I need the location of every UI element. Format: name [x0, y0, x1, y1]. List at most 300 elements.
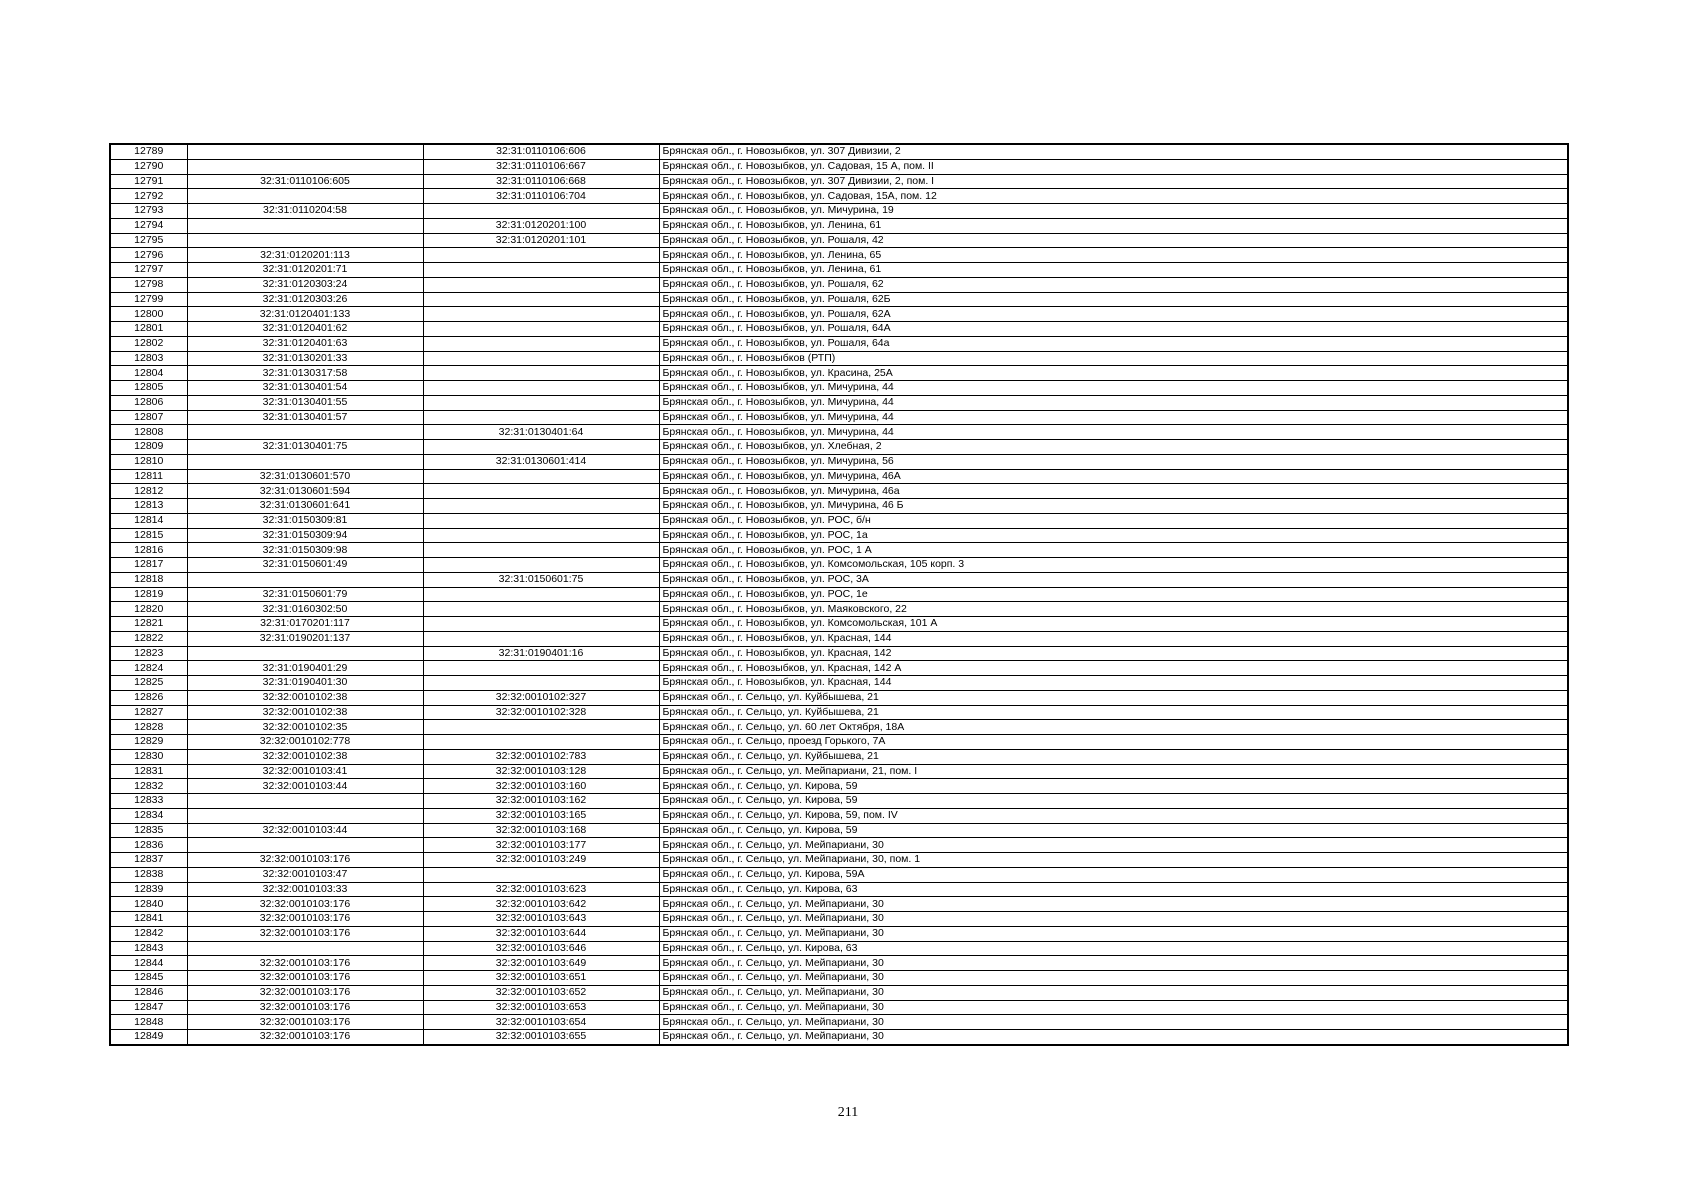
- cadastral-number-cell: 32:31:0110106:704: [423, 189, 659, 204]
- cadastral-number-cell: [187, 144, 423, 159]
- address-cell: Брянская обл., г. Сельцо, ул. Куйбышева, 21: [659, 749, 1568, 764]
- table-row: [110, 543, 1568, 558]
- table-row: [110, 558, 1568, 573]
- address-cell: Брянская обл., г. Новозыбков, ул. Рошаля, 64а: [659, 336, 1568, 351]
- table-row: [110, 956, 1568, 971]
- cadastral-number-cell: 32:32:0010103:655: [423, 1030, 659, 1045]
- address-cell: Брянская обл., г. Сельцо, ул. Кирова, 63: [659, 882, 1568, 897]
- cadastral-number-cell: 32:31:0130601:594: [187, 484, 423, 499]
- cadastral-number-cell: 32:32:0010103:652: [423, 985, 659, 1000]
- cadastral-number-cell: [423, 513, 659, 528]
- cadastral-number-cell: 32:31:0120401:63: [187, 336, 423, 351]
- address-cell: Брянская обл., г. Новозыбков, ул. Рошаля, 64А: [659, 322, 1568, 337]
- address-cell: Брянская обл., г. Сельцо, ул. Кирова, 59, пом. IV: [659, 808, 1568, 823]
- cadastral-number-cell: [423, 484, 659, 499]
- address-cell: Брянская обл., г. Сельцо, ул. Мейпариани, 30: [659, 912, 1568, 927]
- cadastral-number-cell: 32:32:0010103:643: [423, 912, 659, 927]
- cadastral-number-cell: 32:31:0120303:26: [187, 292, 423, 307]
- cadastral-number-cell: 32:32:0010103:646: [423, 941, 659, 956]
- cadastral-number-cell: [187, 218, 423, 233]
- cadastral-number-cell: 32:32:0010103:47: [187, 867, 423, 882]
- cadastral-number-cell: [423, 661, 659, 676]
- cadastral-number-cell: [423, 351, 659, 366]
- cadastral-number-cell: 32:31:0130317:58: [187, 366, 423, 381]
- row-number-cell: 12826: [110, 690, 187, 705]
- row-number-cell: 12796: [110, 248, 187, 263]
- table-row: [110, 941, 1568, 956]
- registry-table-body: [110, 144, 1568, 1045]
- cadastral-number-cell: 32:31:0190401:30: [187, 676, 423, 691]
- row-number-cell: 12841: [110, 912, 187, 927]
- table-row: [110, 454, 1568, 469]
- table-row: [110, 853, 1568, 868]
- address-cell: Брянская обл., г. Новозыбков, ул. Мичурина, 44: [659, 410, 1568, 425]
- address-cell: Брянская обл., г. Новозыбков, ул. РОС, 1 А: [659, 543, 1568, 558]
- table-row: [110, 528, 1568, 543]
- cadastral-number-cell: 32:32:0010103:644: [423, 926, 659, 941]
- address-cell: Брянская обл., г. Сельцо, ул. Кирова, 59: [659, 794, 1568, 809]
- cadastral-number-cell: [187, 941, 423, 956]
- table-row: [110, 735, 1568, 750]
- address-cell: Брянская обл., г. Сельцо, ул. Куйбышева, 21: [659, 705, 1568, 720]
- cadastral-number-cell: [423, 528, 659, 543]
- row-number-cell: 12839: [110, 882, 187, 897]
- cadastral-number-cell: 32:31:0150601:49: [187, 558, 423, 573]
- cadastral-number-cell: 32:31:0150309:98: [187, 543, 423, 558]
- table-row: [110, 322, 1568, 337]
- cadastral-number-cell: [423, 263, 659, 278]
- cadastral-number-cell: [423, 366, 659, 381]
- cadastral-number-cell: 32:32:0010103:176: [187, 926, 423, 941]
- table-row: [110, 1000, 1568, 1015]
- cadastral-number-cell: [423, 440, 659, 455]
- table-row: [110, 381, 1568, 396]
- address-cell: Брянская обл., г. Сельцо, ул. Мейпариани, 30: [659, 985, 1568, 1000]
- table-row: [110, 366, 1568, 381]
- row-number-cell: 12812: [110, 484, 187, 499]
- cadastral-number-cell: 32:32:0010103:176: [187, 897, 423, 912]
- row-number-cell: 12848: [110, 1015, 187, 1030]
- row-number-cell: 12820: [110, 602, 187, 617]
- cadastral-number-cell: [423, 292, 659, 307]
- row-number-cell: 12828: [110, 720, 187, 735]
- address-cell: Брянская обл., г. Новозыбков, ул. Комсомольская, 105 корп. 3: [659, 558, 1568, 573]
- address-cell: Брянская обл., г. Новозыбков, ул. РОС, 1е: [659, 587, 1568, 602]
- address-cell: Брянская обл., г. Сельцо, ул. Кирова, 59: [659, 779, 1568, 794]
- row-number-cell: 12805: [110, 381, 187, 396]
- cadastral-number-cell: 32:32:0010103:177: [423, 838, 659, 853]
- cadastral-number-cell: 32:32:0010103:649: [423, 956, 659, 971]
- cadastral-number-cell: [187, 454, 423, 469]
- table-row: [110, 277, 1568, 292]
- table-row: [110, 720, 1568, 735]
- cadastral-number-cell: 32:32:0010103:642: [423, 897, 659, 912]
- address-cell: Брянская обл., г. Новозыбков, ул. Ленина, 61: [659, 218, 1568, 233]
- cadastral-number-cell: [187, 808, 423, 823]
- row-number-cell: 12792: [110, 189, 187, 204]
- address-cell: Брянская обл., г. Новозыбков, ул. Ленина, 65: [659, 248, 1568, 263]
- cadastral-number-cell: 32:32:0010102:783: [423, 749, 659, 764]
- cadastral-number-cell: [423, 676, 659, 691]
- cadastral-number-cell: [423, 469, 659, 484]
- cadastral-number-cell: [423, 558, 659, 573]
- row-number-cell: 12814: [110, 513, 187, 528]
- cadastral-number-cell: [187, 233, 423, 248]
- page-number: 211: [837, 1105, 859, 1120]
- cadastral-number-cell: 32:31:0150309:81: [187, 513, 423, 528]
- address-cell: Брянская обл., г. Сельцо, ул. Мейпариани, 30: [659, 897, 1568, 912]
- address-cell: Брянская обл., г. Сельцо, ул. 60 лет Октября, 18А: [659, 720, 1568, 735]
- cadastral-number-cell: 32:32:0010103:176: [187, 971, 423, 986]
- row-number-cell: 12798: [110, 277, 187, 292]
- table-row: [110, 572, 1568, 587]
- cadastral-number-cell: [423, 248, 659, 263]
- row-number-cell: 12819: [110, 587, 187, 602]
- row-number-cell: 12797: [110, 263, 187, 278]
- row-number-cell: 12794: [110, 218, 187, 233]
- table-row: [110, 351, 1568, 366]
- cadastral-number-cell: [423, 543, 659, 558]
- cadastral-number-cell: [187, 159, 423, 174]
- cadastral-number-cell: 32:31:0120201:113: [187, 248, 423, 263]
- table-row: [110, 926, 1568, 941]
- cadastral-number-cell: 32:31:0120201:100: [423, 218, 659, 233]
- table-row: [110, 808, 1568, 823]
- cadastral-number-cell: 32:32:0010103:249: [423, 853, 659, 868]
- row-number-cell: 12815: [110, 528, 187, 543]
- row-number-cell: 12808: [110, 425, 187, 440]
- table-row: [110, 292, 1568, 307]
- cadastral-number-cell: 32:31:0120201:71: [187, 263, 423, 278]
- address-cell: Брянская обл., г. Новозыбков, ул. Мичурина, 46А: [659, 469, 1568, 484]
- cadastral-number-cell: 32:32:0010103:41: [187, 764, 423, 779]
- address-cell: Брянская обл., г. Сельцо, ул. Мейпариани, 30, пом. 1: [659, 853, 1568, 868]
- address-cell: Брянская обл., г. Сельцо, ул. Кирова, 59: [659, 823, 1568, 838]
- row-number-cell: 12833: [110, 794, 187, 809]
- cadastral-number-cell: [423, 602, 659, 617]
- row-number-cell: 12836: [110, 838, 187, 853]
- row-number-cell: 12847: [110, 1000, 187, 1015]
- table-row: [110, 395, 1568, 410]
- row-number-cell: 12843: [110, 941, 187, 956]
- table-row: [110, 174, 1568, 189]
- cadastral-number-cell: [187, 646, 423, 661]
- cadastral-number-cell: 32:32:0010103:33: [187, 882, 423, 897]
- address-cell: Брянская обл., г. Новозыбков, ул. Маяковского, 22: [659, 602, 1568, 617]
- cadastral-number-cell: [423, 336, 659, 351]
- table-row: [110, 912, 1568, 927]
- cadastral-number-cell: [423, 617, 659, 632]
- row-number-cell: 12840: [110, 897, 187, 912]
- table-row: [110, 897, 1568, 912]
- table-row: [110, 867, 1568, 882]
- cadastral-number-cell: [423, 499, 659, 514]
- registry-table: [109, 143, 1569, 1046]
- row-number-cell: 12810: [110, 454, 187, 469]
- cadastral-number-cell: [423, 322, 659, 337]
- cadastral-number-cell: 32:32:0010102:327: [423, 690, 659, 705]
- row-number-cell: 12799: [110, 292, 187, 307]
- table-row: [110, 513, 1568, 528]
- cadastral-number-cell: 32:31:0150601:75: [423, 572, 659, 587]
- address-cell: Брянская обл., г. Сельцо, ул. Мейпариани, 30: [659, 956, 1568, 971]
- table-row: [110, 218, 1568, 233]
- table-row: [110, 233, 1568, 248]
- address-cell: Брянская обл., г. Новозыбков, ул. Рошаля, 62Б: [659, 292, 1568, 307]
- cadastral-number-cell: 32:32:0010103:176: [187, 956, 423, 971]
- address-cell: Брянская обл., г. Новозыбков, ул. РОС, 1а: [659, 528, 1568, 543]
- address-cell: Брянская обл., г. Сельцо, ул. Мейпариани, 30: [659, 1015, 1568, 1030]
- table-row: [110, 307, 1568, 322]
- table-row: [110, 499, 1568, 514]
- address-cell: Брянская обл., г. Сельцо, ул. Мейпариани, 21, пом. I: [659, 764, 1568, 779]
- table-row: [110, 159, 1568, 174]
- row-number-cell: 12829: [110, 735, 187, 750]
- cadastral-number-cell: 32:31:0110106:668: [423, 174, 659, 189]
- cadastral-number-cell: [423, 410, 659, 425]
- cadastral-number-cell: 32:32:0010103:128: [423, 764, 659, 779]
- row-number-cell: 12846: [110, 985, 187, 1000]
- cadastral-number-cell: 32:32:0010103:176: [187, 1000, 423, 1015]
- address-cell: Брянская обл., г. Новозыбков, ул. Мичурина, 44: [659, 395, 1568, 410]
- table-row: [110, 484, 1568, 499]
- row-number-cell: 12837: [110, 853, 187, 868]
- row-number-cell: 12795: [110, 233, 187, 248]
- cadastral-number-cell: 32:31:0150601:79: [187, 587, 423, 602]
- cadastral-number-cell: 32:31:0130401:75: [187, 440, 423, 455]
- cadastral-number-cell: 32:31:0130201:33: [187, 351, 423, 366]
- address-cell: Брянская обл., г. Новозыбков, ул. Комсомольская, 101 А: [659, 617, 1568, 632]
- cadastral-number-cell: [187, 572, 423, 587]
- table-row: [110, 882, 1568, 897]
- address-cell: Брянская обл., г. Сельцо, ул. Мейпариани, 30: [659, 1000, 1568, 1015]
- table-row: [110, 631, 1568, 646]
- cadastral-number-cell: [423, 204, 659, 219]
- table-row: [110, 144, 1568, 159]
- table-row: [110, 410, 1568, 425]
- address-cell: Брянская обл., г. Новозыбков, ул. Рошаля, 62А: [659, 307, 1568, 322]
- cadastral-number-cell: 32:31:0120401:133: [187, 307, 423, 322]
- row-number-cell: 12793: [110, 204, 187, 219]
- cadastral-number-cell: 32:31:0190401:16: [423, 646, 659, 661]
- table-row: [110, 248, 1568, 263]
- row-number-cell: 12831: [110, 764, 187, 779]
- cadastral-number-cell: 32:31:0130601:641: [187, 499, 423, 514]
- cadastral-number-cell: 32:31:0120201:101: [423, 233, 659, 248]
- table-row: [110, 336, 1568, 351]
- table-row: [110, 425, 1568, 440]
- cadastral-number-cell: 32:31:0130401:64: [423, 425, 659, 440]
- cadastral-number-cell: 32:32:0010103:176: [187, 1015, 423, 1030]
- row-number-cell: 12838: [110, 867, 187, 882]
- cadastral-number-cell: [187, 189, 423, 204]
- cadastral-number-cell: 32:32:0010103:44: [187, 779, 423, 794]
- table-row: [110, 1015, 1568, 1030]
- cadastral-number-cell: 32:32:0010103:651: [423, 971, 659, 986]
- row-number-cell: 12822: [110, 631, 187, 646]
- cadastral-number-cell: 32:32:0010103:623: [423, 882, 659, 897]
- cadastral-number-cell: 32:32:0010103:165: [423, 808, 659, 823]
- table-row: [110, 587, 1568, 602]
- address-cell: Брянская обл., г. Новозыбков, ул. Мичурина, 46 Б: [659, 499, 1568, 514]
- cadastral-number-cell: 32:31:0170201:117: [187, 617, 423, 632]
- cadastral-number-cell: [423, 735, 659, 750]
- address-cell: Брянская обл., г. Сельцо, ул. Мейпариани, 30: [659, 1030, 1568, 1045]
- table-row: [110, 617, 1568, 632]
- address-cell: Брянская обл., г. Новозыбков, ул. Красная, 142: [659, 646, 1568, 661]
- cadastral-number-cell: 32:31:0190401:29: [187, 661, 423, 676]
- cadastral-number-cell: 32:32:0010103:162: [423, 794, 659, 809]
- address-cell: Брянская обл., г. Новозыбков, ул. 307 Дивизии, 2: [659, 144, 1568, 159]
- address-cell: Брянская обл., г. Новозыбков, ул. Мичурина, 44: [659, 381, 1568, 396]
- table-row: [110, 189, 1568, 204]
- address-cell: Брянская обл., г. Новозыбков (РТП): [659, 351, 1568, 366]
- address-cell: Брянская обл., г. Новозыбков, ул. Мичурина, 56: [659, 454, 1568, 469]
- row-number-cell: 12827: [110, 705, 187, 720]
- row-number-cell: 12791: [110, 174, 187, 189]
- cadastral-number-cell: 32:32:0010103:176: [187, 1030, 423, 1045]
- table-row: [110, 1030, 1568, 1045]
- cadastral-number-cell: [187, 425, 423, 440]
- row-number-cell: 12803: [110, 351, 187, 366]
- row-number-cell: 12834: [110, 808, 187, 823]
- cadastral-number-cell: 32:32:0010102:38: [187, 705, 423, 720]
- table-row: [110, 204, 1568, 219]
- address-cell: Брянская обл., г. Новозыбков, ул. Мичурина, 19: [659, 204, 1568, 219]
- table-row: [110, 676, 1568, 691]
- cadastral-number-cell: [423, 720, 659, 735]
- row-number-cell: 12830: [110, 749, 187, 764]
- row-number-cell: 12801: [110, 322, 187, 337]
- cadastral-number-cell: [187, 794, 423, 809]
- row-number-cell: 12845: [110, 971, 187, 986]
- address-cell: Брянская обл., г. Сельцо, ул. Мейпариани, 30: [659, 926, 1568, 941]
- row-number-cell: 12823: [110, 646, 187, 661]
- address-cell: Брянская обл., г. Новозыбков, ул. Красная, 144: [659, 631, 1568, 646]
- row-number-cell: 12806: [110, 395, 187, 410]
- table-row: [110, 823, 1568, 838]
- address-cell: Брянская обл., г. Новозыбков, ул. Ленина, 61: [659, 263, 1568, 278]
- row-number-cell: 12825: [110, 676, 187, 691]
- table-row: [110, 779, 1568, 794]
- table-row: [110, 794, 1568, 809]
- address-cell: Брянская обл., г. Сельцо, ул. Мейпариани, 30: [659, 971, 1568, 986]
- row-number-cell: 12800: [110, 307, 187, 322]
- cadastral-number-cell: 32:31:0130401:55: [187, 395, 423, 410]
- cadastral-number-cell: 32:32:0010103:176: [187, 853, 423, 868]
- cadastral-number-cell: [423, 277, 659, 292]
- address-cell: Брянская обл., г. Новозыбков, ул. Рошаля, 62: [659, 277, 1568, 292]
- address-cell: Брянская обл., г. Новозыбков, ул. Мичурина, 46а: [659, 484, 1568, 499]
- cadastral-number-cell: 32:32:0010103:176: [187, 985, 423, 1000]
- row-number-cell: 12809: [110, 440, 187, 455]
- cadastral-number-cell: 32:31:0160302:50: [187, 602, 423, 617]
- cadastral-number-cell: 32:31:0190201:137: [187, 631, 423, 646]
- address-cell: Брянская обл., г. Новозыбков, ул. 307 Дивизии, 2, пом. I: [659, 174, 1568, 189]
- cadastral-number-cell: 32:32:0010103:160: [423, 779, 659, 794]
- table-row: [110, 838, 1568, 853]
- cadastral-number-cell: 32:31:0120401:62: [187, 322, 423, 337]
- cadastral-number-cell: [423, 587, 659, 602]
- row-number-cell: 12802: [110, 336, 187, 351]
- table-row: [110, 971, 1568, 986]
- cadastral-number-cell: 32:31:0130601:414: [423, 454, 659, 469]
- address-cell: Брянская обл., г. Новозыбков, ул. Рошаля, 42: [659, 233, 1568, 248]
- row-number-cell: 12811: [110, 469, 187, 484]
- row-number-cell: 12818: [110, 572, 187, 587]
- cadastral-number-cell: 32:32:0010102:38: [187, 690, 423, 705]
- cadastral-number-cell: 32:32:0010102:38: [187, 749, 423, 764]
- address-cell: Брянская обл., г. Новозыбков, ул. Красная, 144: [659, 676, 1568, 691]
- cadastral-number-cell: [423, 631, 659, 646]
- address-cell: Брянская обл., г. Новозыбков, ул. Мичурина, 44: [659, 425, 1568, 440]
- table-row: [110, 749, 1568, 764]
- cadastral-number-cell: 32:32:0010103:176: [187, 912, 423, 927]
- cadastral-number-cell: 32:32:0010103:654: [423, 1015, 659, 1030]
- table-row: [110, 602, 1568, 617]
- row-number-cell: 12790: [110, 159, 187, 174]
- cadastral-number-cell: 32:31:0130401:57: [187, 410, 423, 425]
- table-row: [110, 440, 1568, 455]
- cadastral-number-cell: 32:31:0130601:570: [187, 469, 423, 484]
- address-cell: Брянская обл., г. Новозыбков, ул. Садовая, 15А, пом. 12: [659, 189, 1568, 204]
- row-number-cell: 12804: [110, 366, 187, 381]
- cadastral-number-cell: 32:31:0110204:58: [187, 204, 423, 219]
- row-number-cell: 12849: [110, 1030, 187, 1045]
- address-cell: Брянская обл., г. Новозыбков, ул. РОС, 3А: [659, 572, 1568, 587]
- cadastral-number-cell: [423, 867, 659, 882]
- row-number-cell: 12842: [110, 926, 187, 941]
- cadastral-number-cell: [423, 307, 659, 322]
- table-row: [110, 263, 1568, 278]
- table-row: [110, 985, 1568, 1000]
- address-cell: Брянская обл., г. Новозыбков, ул. Садовая, 15 А, пом. II: [659, 159, 1568, 174]
- table-row: [110, 764, 1568, 779]
- cadastral-number-cell: 32:31:0110106:667: [423, 159, 659, 174]
- cadastral-number-cell: 32:32:0010103:44: [187, 823, 423, 838]
- cadastral-number-cell: 32:31:0110106:606: [423, 144, 659, 159]
- cadastral-number-cell: 32:32:0010102:35: [187, 720, 423, 735]
- row-number-cell: 12835: [110, 823, 187, 838]
- row-number-cell: 12789: [110, 144, 187, 159]
- address-cell: Брянская обл., г. Сельцо, проезд Горького, 7А: [659, 735, 1568, 750]
- row-number-cell: 12832: [110, 779, 187, 794]
- cadastral-number-cell: 32:31:0130401:54: [187, 381, 423, 396]
- cadastral-number-cell: 32:32:0010102:328: [423, 705, 659, 720]
- address-cell: Брянская обл., г. Сельцо, ул. Кирова, 59А: [659, 867, 1568, 882]
- cadastral-number-cell: 32:31:0110106:605: [187, 174, 423, 189]
- table-row: [110, 469, 1568, 484]
- address-cell: Брянская обл., г. Сельцо, ул. Куйбышева, 21: [659, 690, 1568, 705]
- table-row: [110, 661, 1568, 676]
- table-row: [110, 646, 1568, 661]
- address-cell: Брянская обл., г. Новозыбков, ул. Хлебная, 2: [659, 440, 1568, 455]
- address-cell: Брянская обл., г. Сельцо, ул. Кирова, 63: [659, 941, 1568, 956]
- row-number-cell: 12821: [110, 617, 187, 632]
- address-cell: Брянская обл., г. Новозыбков, ул. Красина, 25А: [659, 366, 1568, 381]
- row-number-cell: 12844: [110, 956, 187, 971]
- address-cell: Брянская обл., г. Сельцо, ул. Мейпариани, 30: [659, 838, 1568, 853]
- cadastral-number-cell: 32:32:0010103:168: [423, 823, 659, 838]
- cadastral-number-cell: [423, 381, 659, 396]
- cadastral-number-cell: 32:31:0150309:94: [187, 528, 423, 543]
- row-number-cell: 12824: [110, 661, 187, 676]
- row-number-cell: 12817: [110, 558, 187, 573]
- cadastral-number-cell: 32:32:0010103:653: [423, 1000, 659, 1015]
- row-number-cell: 12813: [110, 499, 187, 514]
- cadastral-number-cell: 32:31:0120303:24: [187, 277, 423, 292]
- cadastral-number-cell: [423, 395, 659, 410]
